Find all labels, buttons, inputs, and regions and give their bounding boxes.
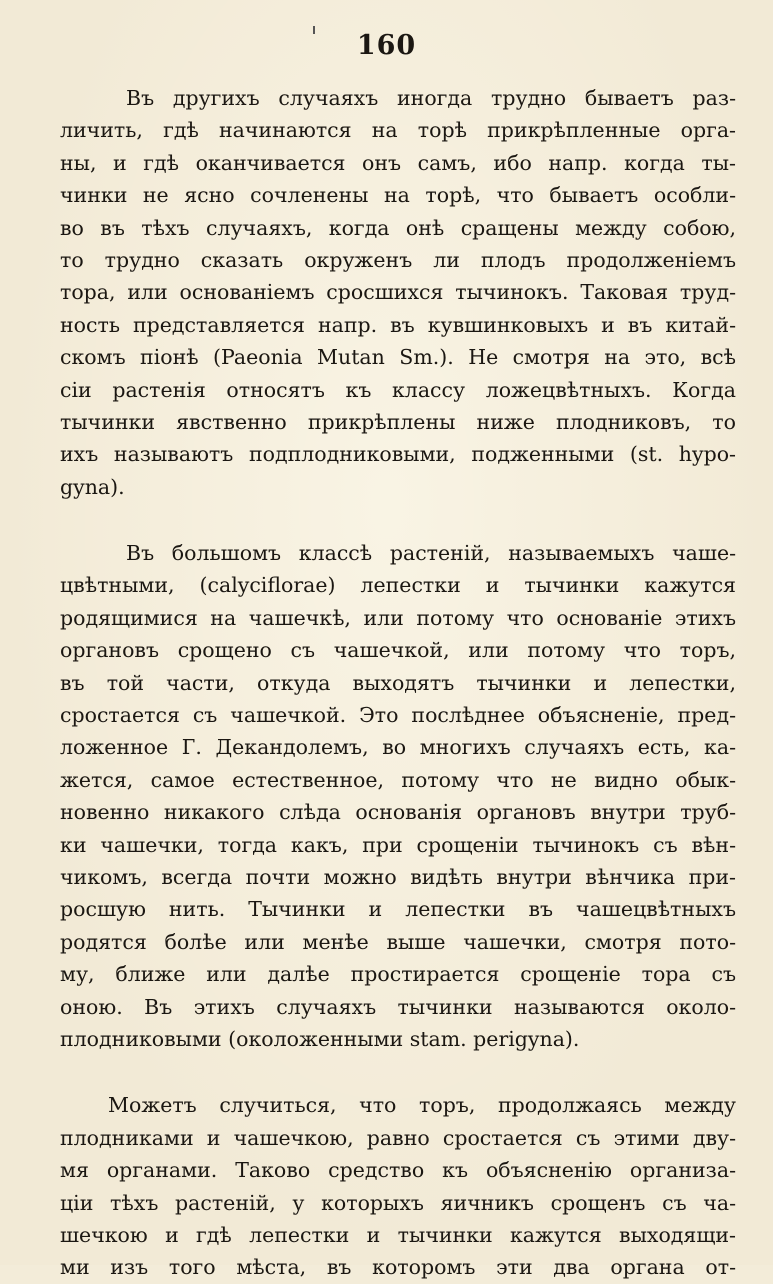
text-line: плодниковыми (околоженными stam. perigyna). xyxy=(60,1026,580,1051)
text-line: новенно никакого слѣда основанія органовъ внутри труб- xyxy=(60,800,736,825)
text-line: чикомъ, всегда почти можно видѣть внутри вѣнчика при- xyxy=(60,864,736,889)
text-line: плодниками и чашечкою, равно сростается съ этими дву- xyxy=(60,1125,736,1150)
text-line: цвѣтными, (calyciflorae) лепестки и тычинки кажутся xyxy=(60,573,736,598)
text-line: сростается съ чашечкой. Это послѣднее объясненіе, пред- xyxy=(60,703,736,728)
text-line: Можетъ случиться, что торъ, продолжаясь между xyxy=(108,1093,736,1118)
text-line: ность представляется напр. въ кувшинковыхъ и въ китай- xyxy=(60,312,736,337)
text-line: чинки не ясно сочленены на торѣ, что бываетъ особли- xyxy=(60,183,736,208)
text-line: му, ближе или далѣе простирается срощеніе тора съ xyxy=(60,962,736,987)
text-line: тора, или основаніемъ сросшихся тычинокъ. Таковая труд- xyxy=(60,280,736,305)
paragraph-2 xyxy=(60,537,736,1055)
text-line: въ той части, откуда выходятъ тычинки и лепестки, xyxy=(60,670,736,695)
text-line: родящимися на чашечкѣ, или потому что основаніе этихъ xyxy=(60,605,736,630)
body-text xyxy=(60,82,736,1284)
text-line: ихъ называютъ подплодниковыми, подженными (st. hypo- xyxy=(60,442,736,467)
text-line: ки чашечки, тогда какъ, при срощеніи тычинокъ съ вѣн- xyxy=(60,832,736,857)
text-line: росшую нить. Тычинки и лепестки въ чашецвѣтныхъ xyxy=(60,897,736,922)
text-line: органовъ срощено съ чашечкой, или потому что торъ, xyxy=(60,638,736,663)
text-line: шечкою и гдѣ лепестки и тычинки кажутся выходящи- xyxy=(60,1222,736,1247)
paragraph-1 xyxy=(60,82,736,503)
text-line: оною. Въ этихъ случаяхъ тычинки называются около- xyxy=(60,994,736,1019)
text-line: родятся болѣе или менѣе выше чашечки, смотря пото- xyxy=(60,929,736,954)
text-line: тычинки явственно прикрѣплены ниже плодниковъ, то xyxy=(60,409,736,434)
text-line: Въ другихъ случаяхъ иногда трудно бываетъ раз- xyxy=(126,86,736,110)
text-line: личить, гдѣ начинаются на торѣ прикрѣпленные орга- xyxy=(60,118,736,143)
text-line: скомъ піонѣ (Paeonia Mutan Sm.). Не смотря на это, всѣ xyxy=(60,345,736,370)
text-line: ложенное Г. Декандолемъ, во многихъ случаяхъ есть, ка- xyxy=(60,735,736,760)
text-line: Въ большомъ классѣ растеній, называемыхъ чаше- xyxy=(126,541,736,566)
text-line: ны, и гдѣ оканчивается онъ самъ, ибо напр. когда ты- xyxy=(60,150,736,175)
text-line: ціи тѣхъ растеній, у которыхъ яичникъ срощенъ съ ча- xyxy=(60,1190,736,1215)
text-line: ми изъ того мѣста, въ которомъ эти два органа от- xyxy=(60,1255,736,1280)
paragraph-3 xyxy=(60,1089,736,1283)
text-line: мя органами. Таково средство къ объясненію организа- xyxy=(60,1158,736,1183)
text-line: во въ тѣхъ случаяхъ, когда онѣ сращены между собою, xyxy=(60,215,736,240)
text-line: сіи растенія относятъ къ классу ложецвѣтныхъ. Когда xyxy=(60,377,736,402)
text-line: жется, самое естественное, потому что не видно обык- xyxy=(60,767,736,792)
page-number: 160 xyxy=(356,30,417,61)
text-line: gyna). xyxy=(60,474,125,499)
text-line: то трудно сказать окруженъ ли плодъ продолженіемъ xyxy=(60,247,736,272)
